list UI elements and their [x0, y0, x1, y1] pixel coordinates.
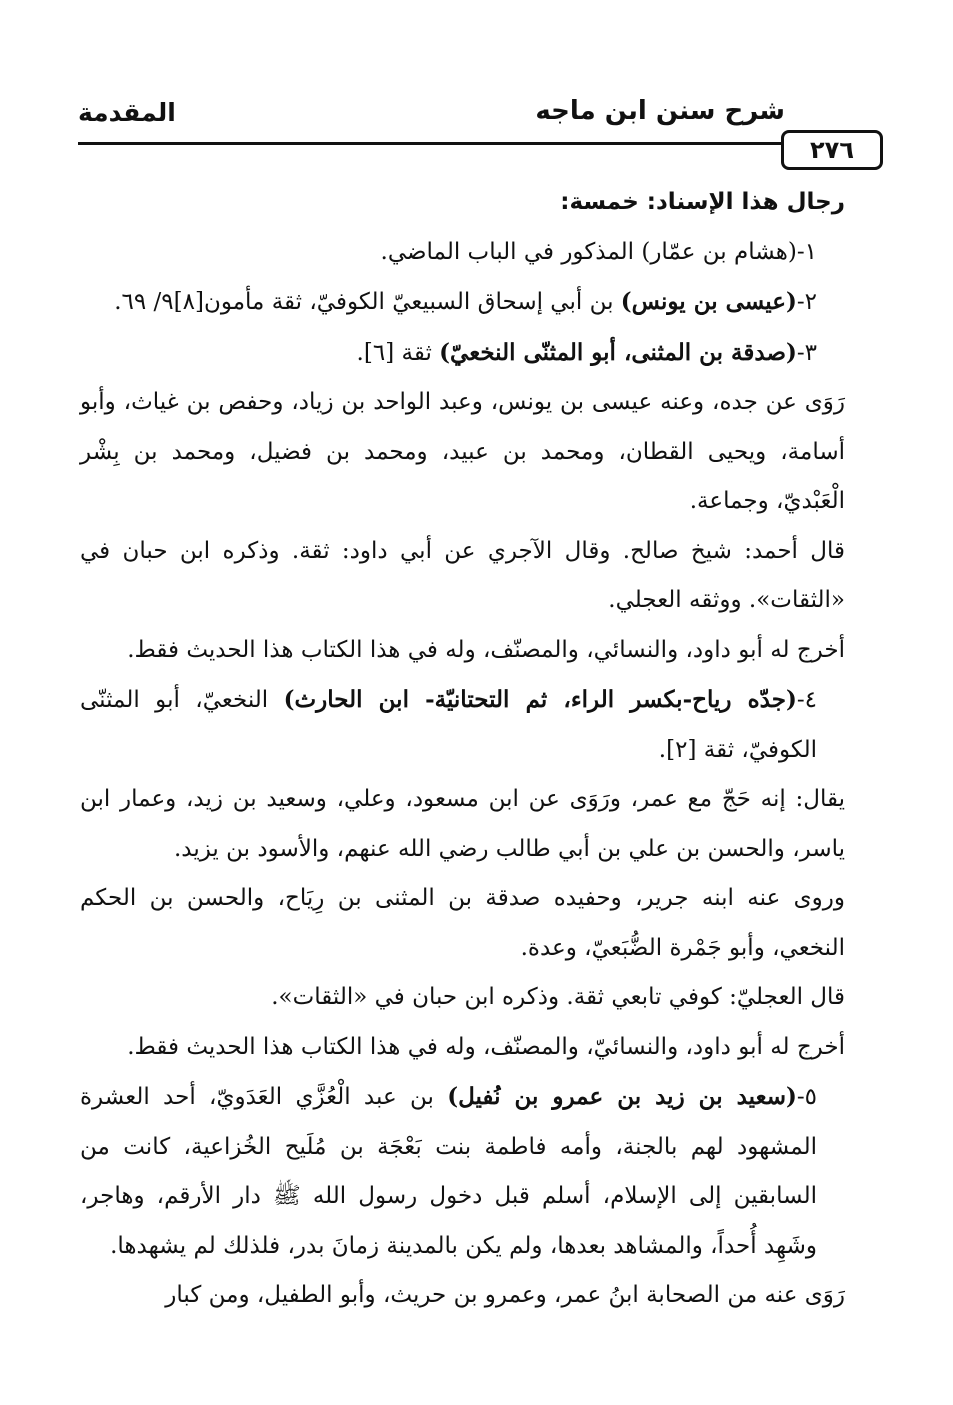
- narrator-description: بن عبد الْعُزَّي العَدَويّ، أحد العشرة المشهود لهم بالجنة، وأمه فاطمة بنت بَعْجَة بن مُلَيح الخُزاعية، كانت من السابقين إلى الإسلام، أسلم قبل دخول رسول الله ﷺ دار الأرقم، وهاجر، وشَهِد أُحداً، والمشاهد بعدها، ولم يكن بالمدينة زمانَ بدر، فلذلك لم يشهدها.: [80, 1084, 817, 1259]
- section-heading: [80, 178, 845, 228]
- narrator-2: [80, 277, 845, 328]
- narrator-description: بن أبي إسحاق السبيعيّ الكوفيّ، ثقة مأمون[٨]٩/ ٦٩.: [114, 289, 621, 315]
- page-header: [78, 92, 853, 162]
- paragraph: قال أحمد: شيخ صالح. وقال الآجري عن أبي داود: ثقة. وذكره ابن حبان في «الثقات». ووثقه العجلي.: [80, 537, 845, 613]
- narrator-number: ٣-: [796, 339, 817, 366]
- paragraph: قال العجليّ: كوفي تابعي ثقة. وذكره ابن حبان في «الثقات».: [271, 984, 845, 1010]
- paragraph: أخرج له أبو داود، والنسائي، والمصنّف، وله في هذا الكتاب هذا الحديث فقط.: [127, 636, 845, 663]
- narrator-number: ٤-: [796, 687, 817, 713]
- section-heading-text: رجال هذا الإسناد: خمسة:: [560, 189, 845, 215]
- paragraph: وروى عنه ابنه جرير، وحفيده صدقة بن المثنى بن رِيَاح، والحسن بن الحكم النخعي، وأبو جَمْرة الضُّبَعيّ، وعدة.: [80, 885, 845, 961]
- narrator-number: ٥-: [796, 1084, 817, 1110]
- narrator-3: [80, 328, 845, 379]
- narrator-name: (عيسى بن يونس): [620, 288, 797, 315]
- narrator-name: (هشام بن عمّار): [641, 238, 797, 265]
- narrator-name: (سعيد بن زيد بن عمرو بن نُفيل): [447, 1083, 797, 1110]
- narrator-number: ١-: [796, 238, 817, 265]
- narrator-name: (صدقة بن المثنى، أبو المثنّى النخعيّ): [439, 338, 797, 366]
- page-body: [80, 178, 845, 1321]
- narrator-4: [80, 675, 845, 775]
- narrator-description: ثقة [٦].: [356, 339, 440, 366]
- paragraph: يقال: إنه حَجّ مع عمر، ورَوَى عن ابن مسعود، وعلي، وسعيد بن زيد، وعمار ابن ياسر، والحسن بن علي بن أبي طالب رضي الله عنهم، والأسود بن يزيد.: [80, 786, 845, 862]
- header-rule: [78, 142, 785, 145]
- narrator-description: المذكور في الباب الماضي.: [380, 238, 642, 265]
- book-title: شرح سنن ابن ماجه: [535, 96, 785, 126]
- paragraph: رَوَى عن جده، وعنه عيسى بن يونس، وعبد الواحد بن زياد، وحفص بن غياث، وأبو أسامة، ويحيى القطان، ومحمد بن عبيد، ومحمد بن فضيل، ومحمد بن بِشْر الْعَبْديّ، وجماعة.: [80, 389, 845, 514]
- paragraph: رَوَى عنه من الصحابة ابنُ عمر، وعمرو بن حريث، وأبو الطفيل، ومن كبار: [165, 1282, 845, 1308]
- paragraph: أخرج له أبو داود، والنسائيّ، والمصنّف، وله في هذا الكتاب هذا الحديث فقط.: [127, 1033, 845, 1060]
- page-number: ٢٧٦: [781, 130, 883, 170]
- narrator-name: (جدّه رياح-بكسر الراء، ثم التحتانيّة- ابن الحارث): [283, 686, 797, 713]
- narrator-5: [80, 1072, 845, 1271]
- chapter-title: المقدمة: [78, 98, 176, 127]
- narrator-number: ٢-: [796, 289, 817, 315]
- narrator-1: [80, 228, 845, 278]
- narrator-description: النخعيّ، أبو المثنّى الكوفيّ، ثقة [٢].: [80, 687, 817, 763]
